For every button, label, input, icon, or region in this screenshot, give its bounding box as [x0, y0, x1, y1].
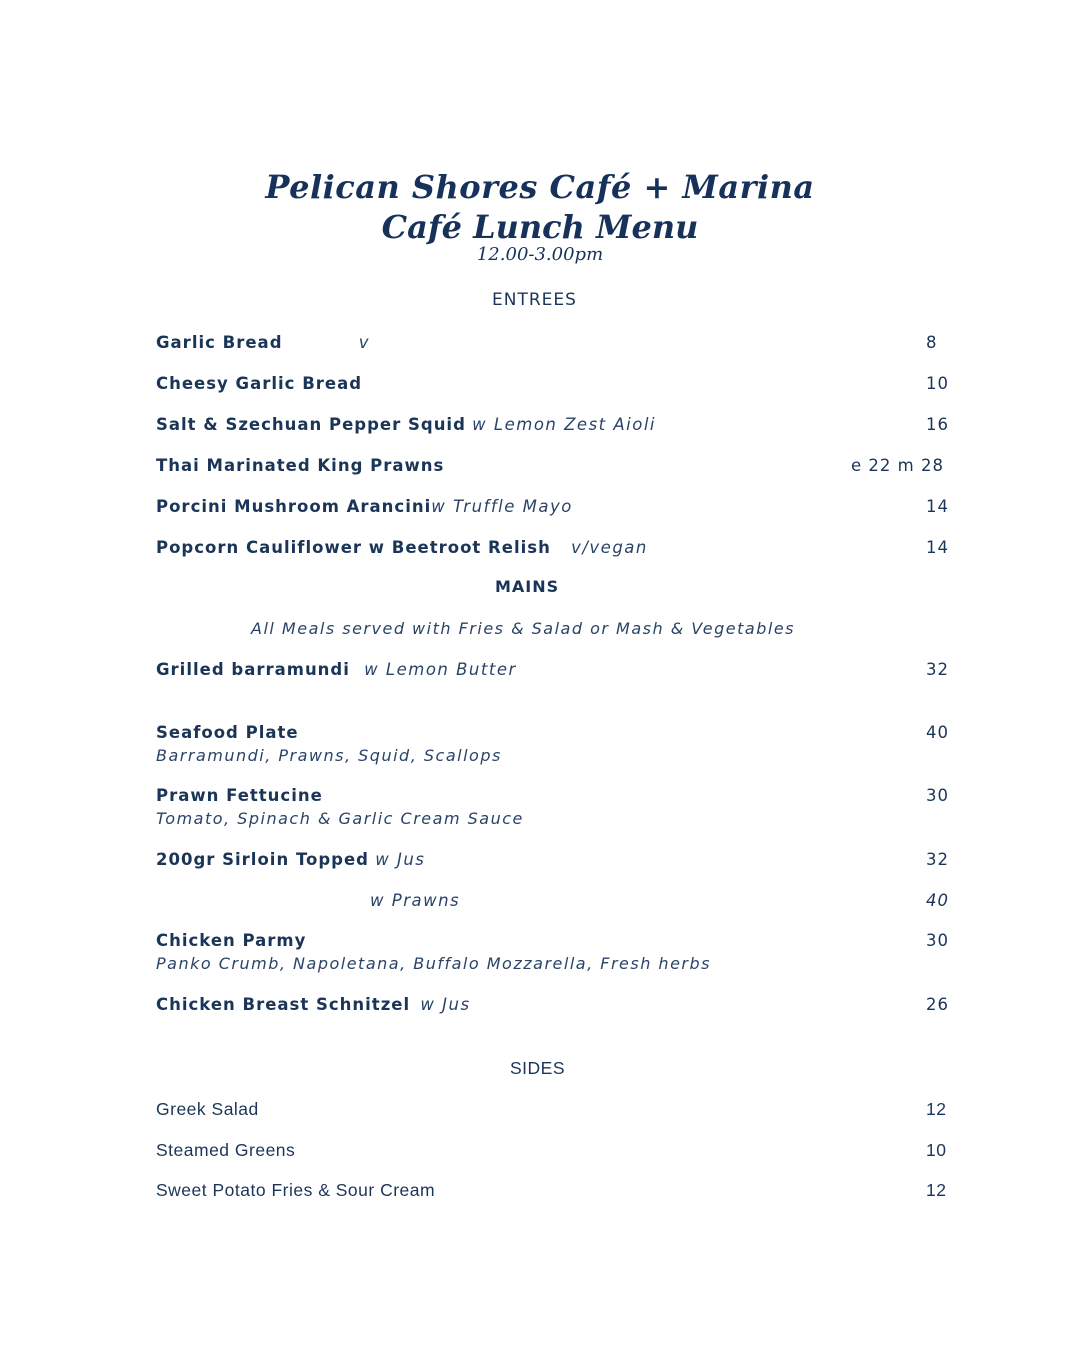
item-name: Porcini Mushroom Arancini — [156, 497, 432, 516]
item-name: 200gr Sirloin Topped — [156, 850, 369, 869]
item-price: 14 — [926, 497, 949, 516]
item-name: Seafood Plate — [156, 723, 299, 742]
section-heading-mains: MAINS — [495, 577, 560, 596]
mains-note: All Meals served with Fries & Salad or Mash & Vegetables — [251, 619, 795, 638]
item-price: e 22 m 28 — [851, 456, 944, 475]
menu-item — [156, 1180, 435, 1201]
item-name: Salt & Szechuan Pepper Squid — [156, 415, 466, 434]
section-heading-sides: SIDES — [510, 1058, 566, 1078]
item-note: w Jus — [375, 850, 426, 869]
item-price: 16 — [926, 415, 949, 434]
menu-item — [156, 786, 323, 805]
item-description: Barramundi, Prawns, Squid, Scallops — [156, 746, 502, 765]
item-price: 30 — [926, 786, 949, 805]
item-name: Chicken Breast Schnitzel — [156, 995, 411, 1014]
item-price: 40 — [926, 891, 949, 910]
section-heading-entrees: ENTREES — [492, 290, 577, 310]
item-note: w Jus — [420, 995, 471, 1014]
item-description: Panko Crumb, Napoletana, Buffalo Mozzarella, Fresh herbs — [156, 954, 711, 973]
item-name: Chicken Parmy — [156, 931, 307, 950]
menu-item — [156, 931, 306, 950]
item-price: 26 — [926, 995, 949, 1014]
menu-item — [156, 497, 573, 516]
item-name: Grilled barramundi — [156, 660, 350, 679]
item-note: w Lemon Butter — [364, 660, 517, 679]
item-price: 10 — [926, 374, 949, 393]
menu-item — [156, 456, 444, 475]
item-name: Greek Salad — [156, 1099, 259, 1119]
menu-item — [156, 538, 648, 557]
item-note: w Truffle Mayo — [431, 497, 573, 516]
menu-item — [156, 415, 656, 434]
menu-item — [156, 660, 517, 679]
menu-title: Café Lunch Menu — [381, 208, 699, 246]
menu-item — [156, 723, 299, 742]
item-price: 30 — [926, 931, 949, 950]
menu-item — [156, 1099, 259, 1120]
item-note: v — [358, 333, 371, 352]
item-note: w Prawns — [370, 891, 461, 910]
item-description: Tomato, Spinach & Garlic Cream Sauce — [156, 809, 524, 828]
item-price: 8 — [926, 333, 938, 352]
item-note: w Lemon Zest Aioli — [472, 415, 657, 434]
restaurant-name: Pelican Shores Café + Marina — [265, 168, 815, 206]
item-price: 40 — [926, 723, 949, 742]
item-name: Popcorn Cauliflower w Beetroot Relish — [156, 538, 551, 557]
item-name: Prawn Fettucine — [156, 786, 323, 805]
menu-hours: 12.00-3.00pm — [476, 244, 604, 265]
menu-item — [156, 374, 362, 393]
item-name: Steamed Greens — [156, 1140, 296, 1160]
item-note: v/vegan — [571, 538, 648, 557]
item-price: 12 — [926, 1099, 947, 1119]
menu-item — [156, 995, 471, 1014]
item-price: 12 — [926, 1180, 947, 1200]
item-price: 10 — [926, 1140, 947, 1160]
item-price: 14 — [926, 538, 949, 557]
item-name: Cheesy Garlic Bread — [156, 374, 363, 393]
item-price: 32 — [926, 850, 949, 869]
item-name: Garlic Bread — [156, 333, 283, 352]
menu-item — [156, 1140, 295, 1161]
item-price: 32 — [926, 660, 949, 679]
menu-item — [156, 850, 425, 869]
item-name: Thai Marinated King Prawns — [156, 456, 445, 475]
menu-item-variant — [370, 891, 460, 910]
menu-item — [156, 333, 370, 352]
item-name: Sweet Potato Fries & Sour Cream — [156, 1180, 436, 1200]
